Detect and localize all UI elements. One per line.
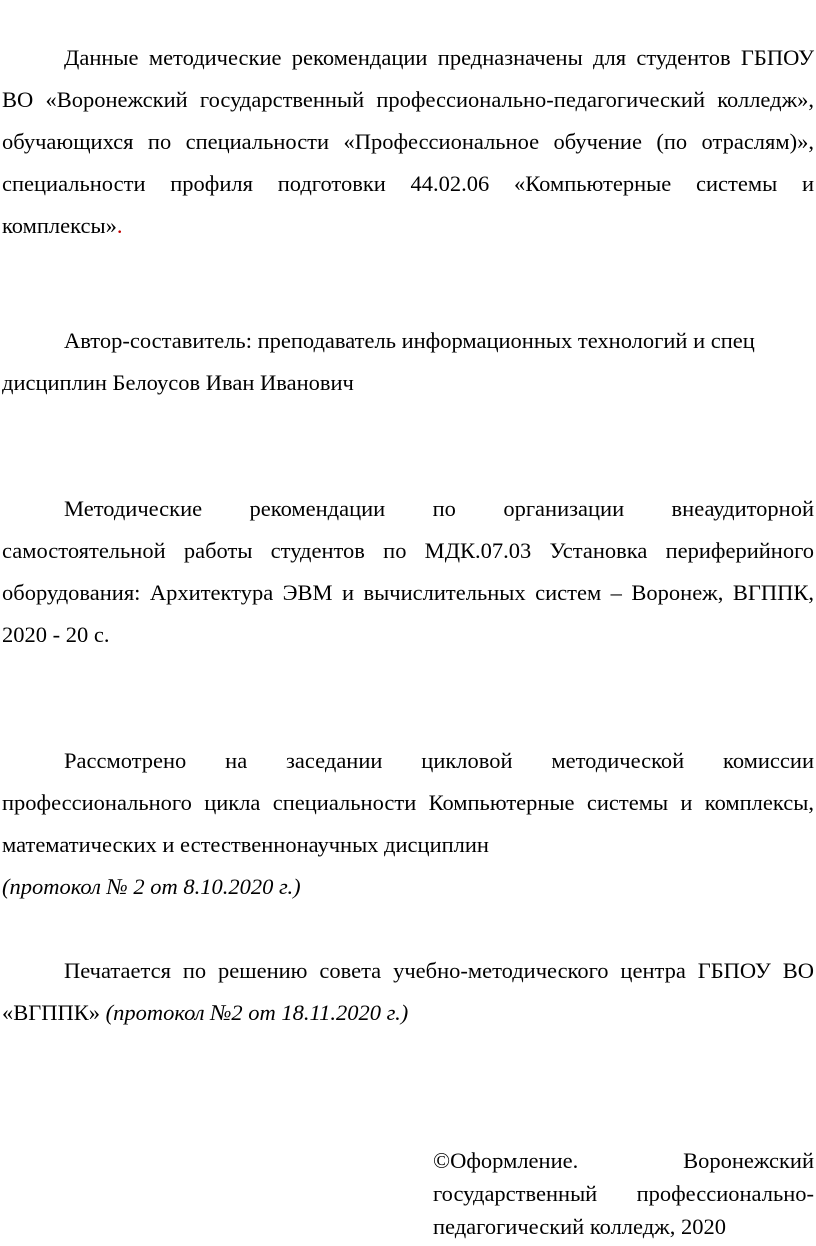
purpose-paragraph <box>2 37 814 247</box>
commission-paragraph <box>2 740 814 908</box>
copyright-notice <box>433 1144 814 1243</box>
commission-protocol: (протокол № 2 от 8.10.2020 г.) <box>2 874 301 899</box>
bibliographic-text: Методические рекомендации по организации внеаудиторной самостоятельной работы студентов по МДК.07.03 Установка периферийного оборудования: Архитектура ЭВМ и вычислительных систем – Воронеж, ВГППК, 2020 - 20 с. <box>2 496 814 647</box>
purpose-text: Данные методические рекомендации предназначены для студентов ГБПОУ ВО «Воронежский государственный профессионально-педагогический колледж», обучающихся по специальности «Профессиональное обучение (по отраслям)», специальности профиля подготовки 44.02.06 «Компьютерные системы и комплексы» <box>2 45 814 238</box>
print-approval-paragraph <box>2 950 814 1034</box>
bibliographic-paragraph <box>2 488 814 656</box>
commission-text: Рассмотрено на заседании цикловой методической комиссии профессионального цикла специальности Компьютерные системы и комплексы, математических и естественнонаучных дисциплин <box>2 748 814 857</box>
print-approval-text: Печатается по решению совета учебно-методического центра ГБПОУ ВО «ВГППК» <box>2 958 814 1025</box>
author-paragraph <box>2 320 814 404</box>
author-line-1: Автор-составитель: преподаватель информационных технологий и спец <box>64 328 755 353</box>
purpose-period: . <box>116 213 123 238</box>
copyright-text: ©Оформление. Воронежский государственный профессионально-педагогический колледж, 2020 <box>433 1148 814 1239</box>
print-approval-protocol: (протокол №2 от 18.11.2020 г.) <box>105 1000 409 1025</box>
author-line-2: дисциплин Белоусов Иван Иванович <box>2 370 354 395</box>
